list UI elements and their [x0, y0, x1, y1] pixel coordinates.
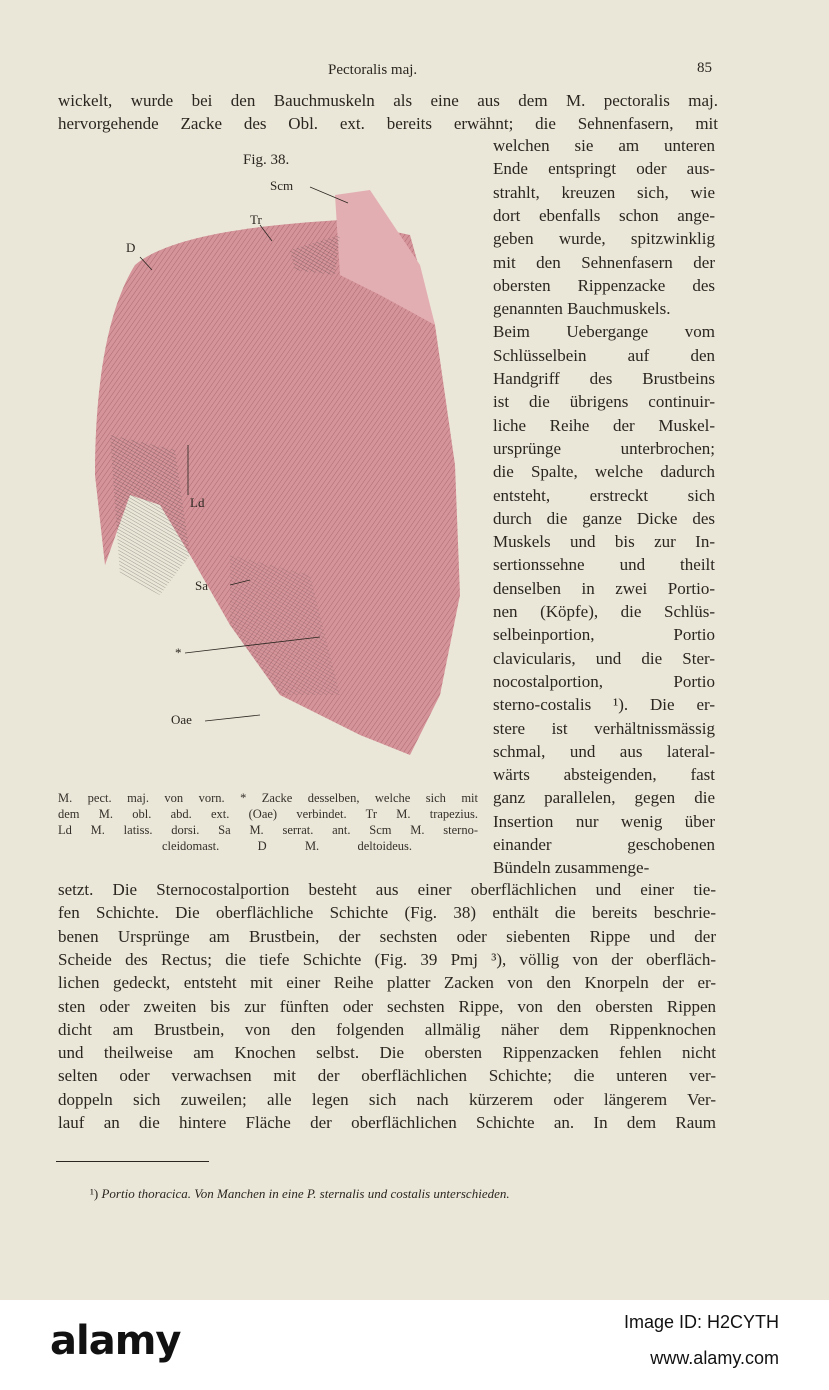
text-line: strahlt, kreuzen sich, wie: [493, 182, 715, 202]
text-line: entsteht, erstreckt sich: [493, 485, 715, 505]
running-title: Pectoralis maj.: [328, 62, 418, 78]
label-tr: Tr: [250, 212, 262, 227]
footnote-text: Portio thoracica. Von Manchen in eine P. sternalis und costalis unterschieden.: [101, 1186, 510, 1201]
text-line: ganz parallelen, gegen die: [493, 788, 715, 808]
text-line: welchen sie am unteren: [493, 136, 715, 155]
text-line: nocostalportion, Portio: [493, 671, 715, 691]
footnote-rule: [56, 1161, 209, 1162]
text-line: benen Ursprünge am Brustbein, der sechsten oder siebenten Rippe und der: [58, 926, 716, 946]
text-line: schmal, und aus lateral-: [493, 741, 715, 761]
footnote-mark: ¹): [90, 1186, 99, 1201]
text-line: sten oder zweiten bis zur fünften oder sechsten Rippe, von den obersten Rippen: [58, 996, 716, 1016]
footnote: [90, 1186, 510, 1202]
text-line: Bündeln zusammenge-: [493, 858, 650, 878]
text-line: fen Schichte. Die oberflächliche Schichte (Fig. 38) enthält die bereits beschrie-: [58, 903, 716, 923]
text-line: obersten Rippenzacke des: [493, 275, 715, 295]
label-star: *: [175, 645, 182, 660]
label-d: D: [126, 240, 136, 255]
text-line: einander geschobenen: [493, 835, 715, 854]
figure-title: Fig. 38.: [243, 152, 290, 168]
label-sa: Sa: [195, 578, 208, 593]
text-line: Ende entspringt oder aus-: [493, 159, 715, 179]
text-line: dort ebenfalls schon ange-: [493, 205, 715, 225]
text-line: wickelt, wurde bei den Bauchmuskeln als eine aus dem M. pectoralis maj.: [58, 91, 718, 110]
label-scm: Scm: [270, 178, 294, 193]
figure-pectoralis-illustration: [80, 175, 480, 765]
text-line: Insertion nur wenig über: [493, 811, 715, 831]
text-line: denselben in zwei Portio-: [493, 578, 715, 598]
text-line: genannten Bauchmuskels.: [493, 299, 671, 319]
text-line: lauf an die hintere Fläche der oberflächlichen Schichte an. In dem Raum: [58, 1113, 716, 1132]
text-line: und theilweise am Knochen selbst. Die obersten Rippenzacken fehlen nicht: [58, 1043, 716, 1063]
label-ld: Ld: [190, 495, 205, 510]
text-line: dicht am Brustbein, von den folgenden allmälig näher dem Rippenknochen: [58, 1019, 716, 1039]
text-line: setzt. Die Sternocostalportion besteht aus einer oberflächlichen und einer tie-: [58, 880, 716, 899]
text-line: ursprünge unterbrochen;: [493, 438, 715, 458]
stock-watermark-banner: [0, 1300, 829, 1390]
text-line: Schlüsselbein auf den: [493, 345, 715, 365]
text-line: selten oder verwachsen mit der oberflächlichen Schichte; die unteren ver-: [58, 1066, 716, 1086]
label-oae: Oae: [171, 712, 192, 727]
text-line: geben wurde, spitzwinklig: [493, 229, 715, 249]
text-line: nen (Köpfe), die Schlüs-: [493, 602, 715, 621]
text-line: ist die übrigens continuir-: [493, 392, 715, 412]
text-line: Handgriff des Brustbeins: [493, 369, 715, 388]
caption-line: Ld M. latiss. dorsi. Sa M. serrat. ant. Scm M. sterno-: [58, 823, 478, 837]
caption-line: cleidomast. D M. deltoideus.: [162, 839, 412, 853]
alamy-url: www.alamy.com: [650, 1348, 779, 1368]
text-line: Beim Uebergange vom: [493, 322, 715, 342]
text-line: Scheide des Rectus; die tiefe Schichte (Fig. 39 Pmj ³), völlig von der oberfläch-: [58, 949, 716, 969]
text-line: sterno-costalis ¹). Die er-: [493, 695, 715, 715]
text-line: liche Reihe der Muskel-: [493, 415, 715, 435]
text-line: mit den Sehnenfasern der: [493, 252, 715, 272]
alamy-logo: alamy: [50, 1318, 181, 1364]
page-number: 85: [697, 60, 712, 76]
caption-line: dem M. obl. abd. ext. (Oae) verbindet. Tr M. trapezius.: [58, 807, 478, 821]
text-line: clavicularis, und die Ster-: [493, 648, 715, 668]
text-line: durch die ganze Dicke des: [493, 508, 715, 528]
text-line: hervorgehende Zacke des Obl. ext. bereits erwähnt; die Sehnenfasern, mit: [58, 114, 718, 134]
text-line: Muskels und bis zur In-: [493, 532, 715, 552]
text-line: wärts absteigenden, fast: [493, 765, 715, 785]
text-line: die Spalte, welche dadurch: [493, 462, 715, 482]
text-line: selbeinportion, Portio: [493, 625, 715, 645]
text-line: sertionssehne und theilt: [493, 555, 715, 575]
text-line: lichen gedeckt, entsteht mit einer Reihe platter Zacken von den Knorpeln der er-: [58, 973, 716, 993]
text-line: doppeln sich zuweilen; alle legen sich nach kürzerem oder längerem Ver-: [58, 1089, 716, 1109]
text-line: stere ist verhältnissmässig: [493, 718, 715, 738]
image-id: Image ID: H2CYTH: [623, 1312, 779, 1332]
caption-line: M. pect. maj. von vorn. * Zacke desselben, welche sich mit: [58, 791, 478, 805]
